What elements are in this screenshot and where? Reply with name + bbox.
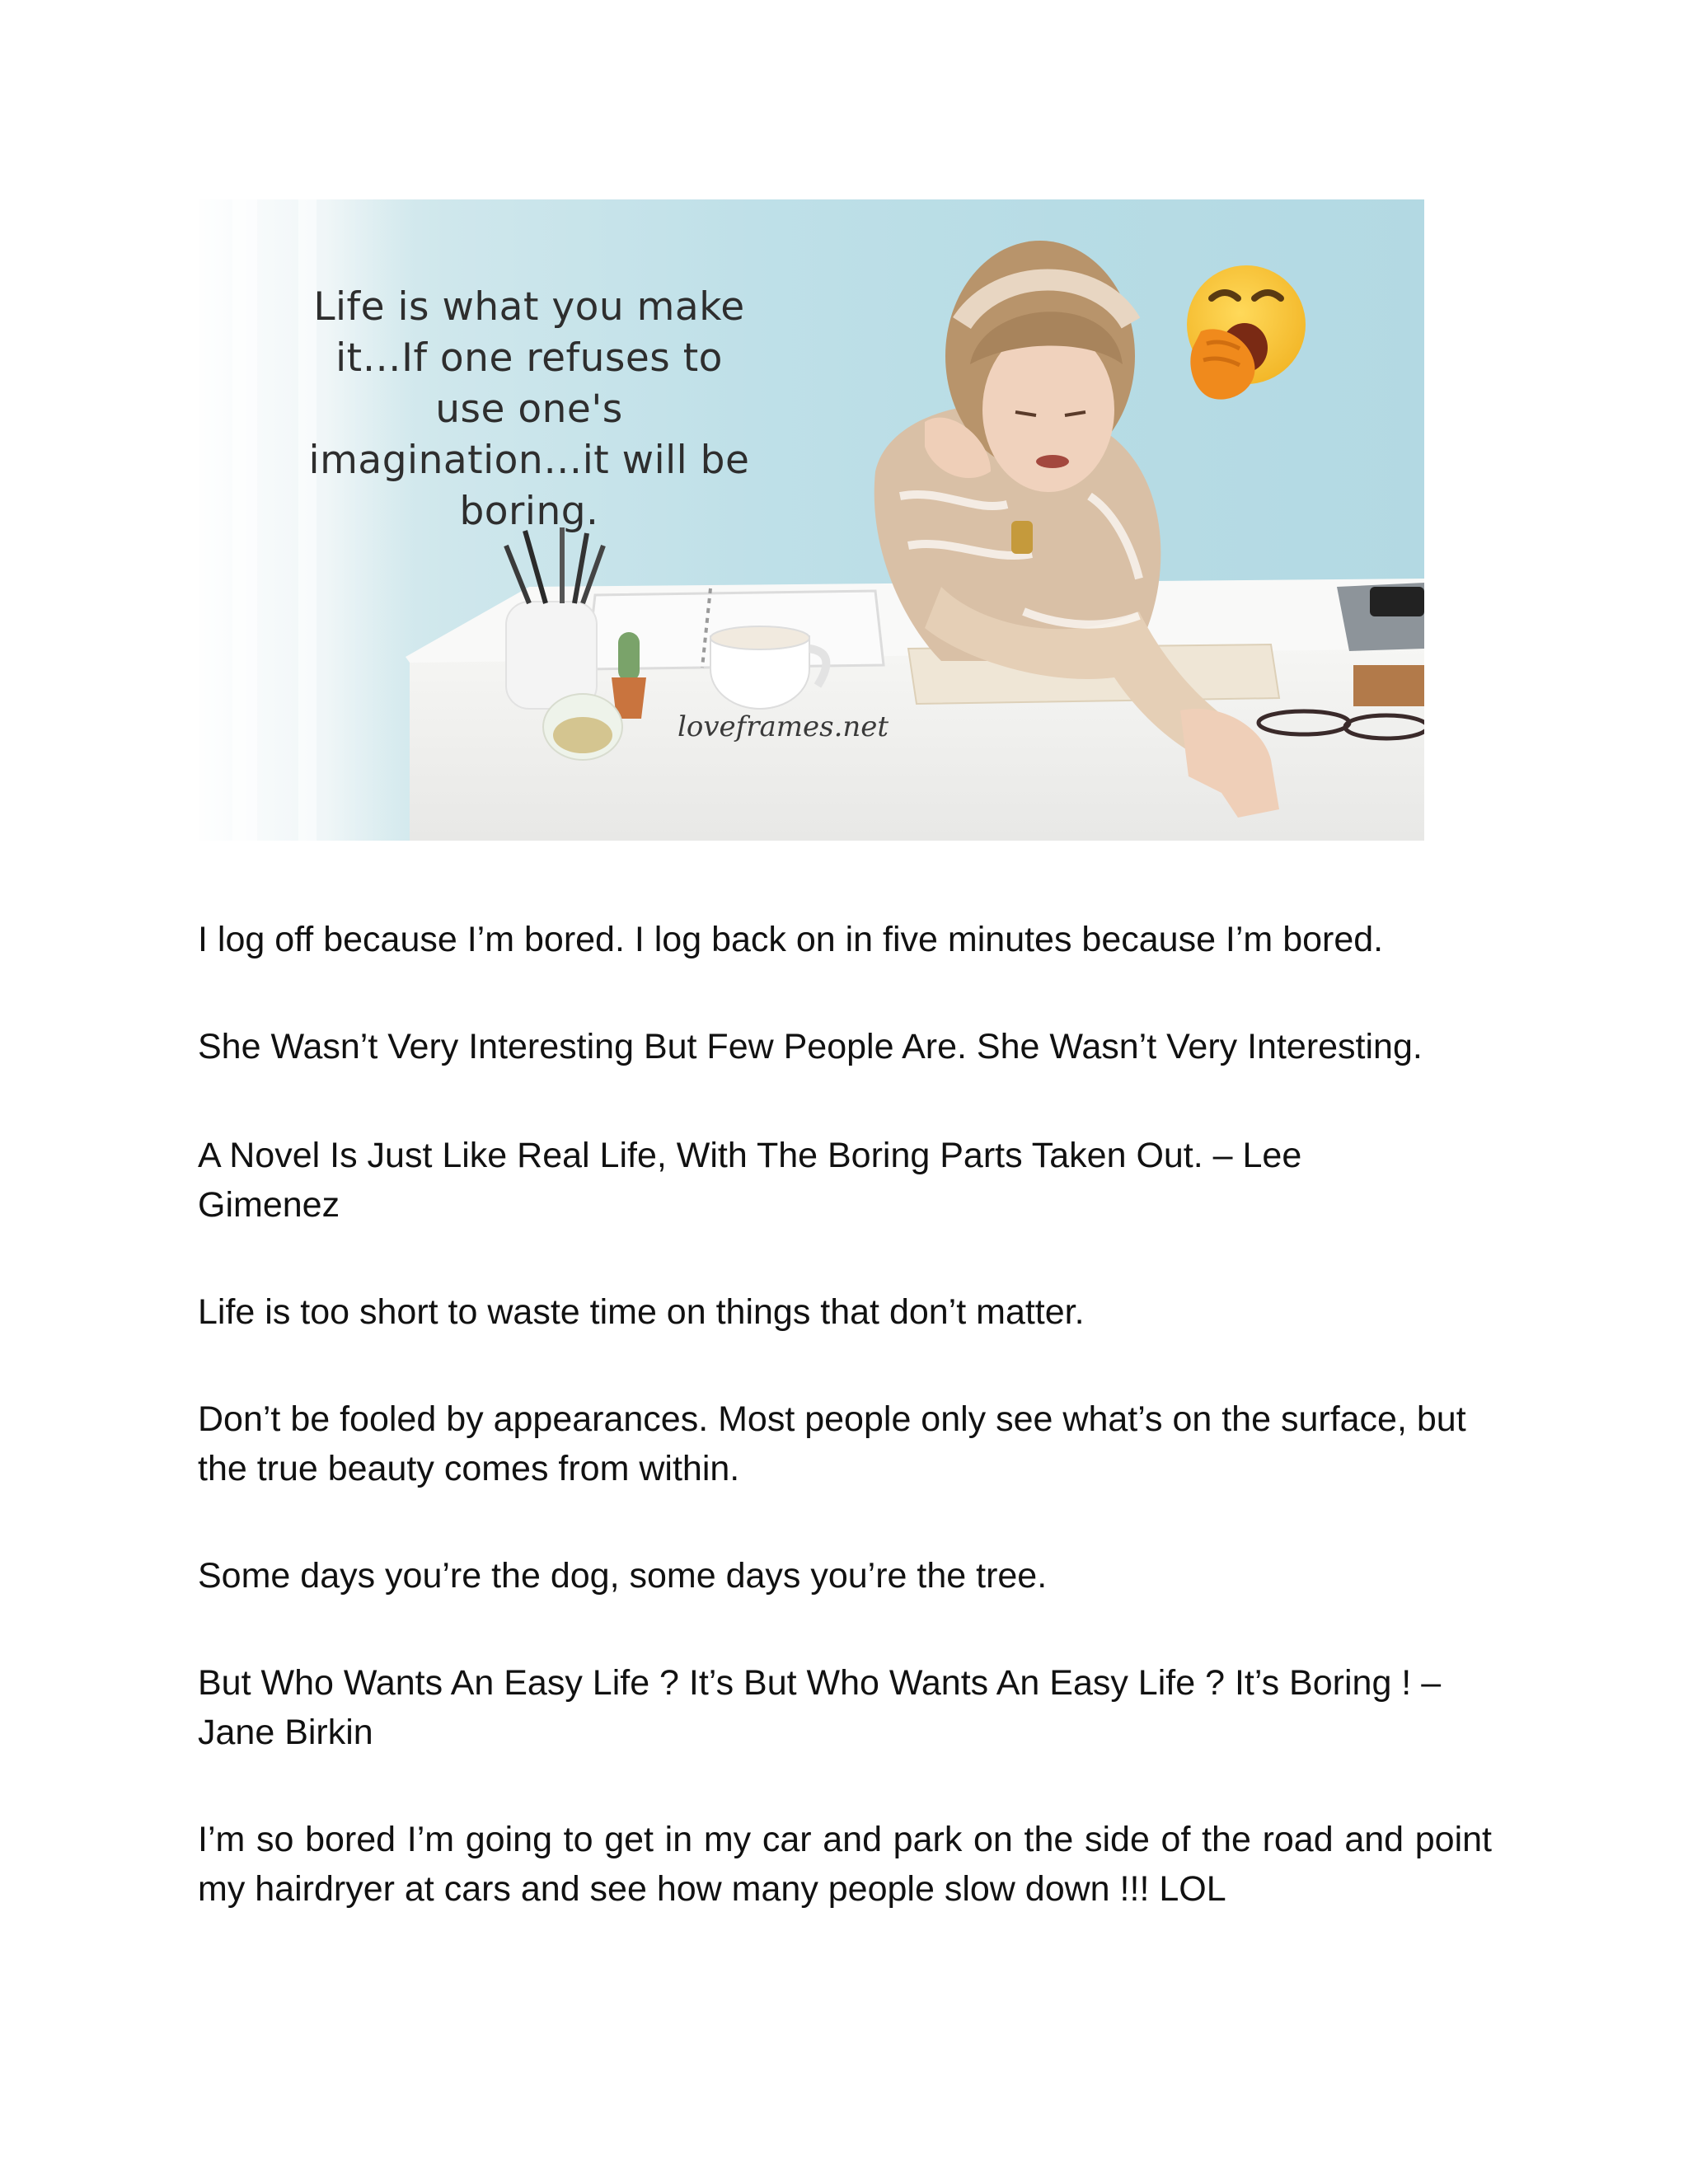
quote-paragraph: Don’t be fooled by appearances. Most people only see what’s on the surface, but the true beauty comes from within. (198, 1399, 1466, 1488)
wooden-box (1353, 665, 1424, 706)
quote-paragraph: But Who Wants An Easy Life ? It’s But Who Wants An Easy Life ? It’s Boring ! – Jane Birkin (198, 1663, 1442, 1752)
hero-quote-text: Life is what you make it…If one refuses to use one's imagination…it will be boring. (308, 284, 750, 534)
woman-lips (1036, 455, 1069, 468)
quote-paragraph: Life is too short to waste time on things that don’t matter. (198, 1292, 1085, 1332)
hero-watermark: loveframes.net (678, 710, 889, 743)
quote-paragraph: Some days you’re the dog, some days you’re the tree. (198, 1556, 1048, 1596)
mug-rim (710, 626, 809, 649)
curtain-fold (232, 199, 257, 841)
bracelet (1011, 521, 1033, 554)
yawning-face-icon (1187, 265, 1306, 400)
jar-contents (553, 717, 612, 753)
quote-paragraph: A Novel Is Just Like Real Life, With The Boring Parts Taken Out. – Lee Gimenez (198, 1136, 1302, 1225)
quote-paragraph: I’m so bored I’m going to get in my car and park on the side of the road and point my hairdryer at cars and see how many people slow down !!! LOL (198, 1820, 1492, 1909)
cactus (618, 632, 640, 682)
quote-paragraph: She Wasn’t Very Interesting But Few People Are. She Wasn’t Very Interesting. (198, 1027, 1423, 1066)
hero-image (199, 199, 1424, 841)
phone (1370, 587, 1424, 616)
pencil-cup (506, 602, 597, 709)
quote-paragraph: I log off because I’m bored. I log back on in five minutes because I’m bored. (198, 920, 1384, 959)
